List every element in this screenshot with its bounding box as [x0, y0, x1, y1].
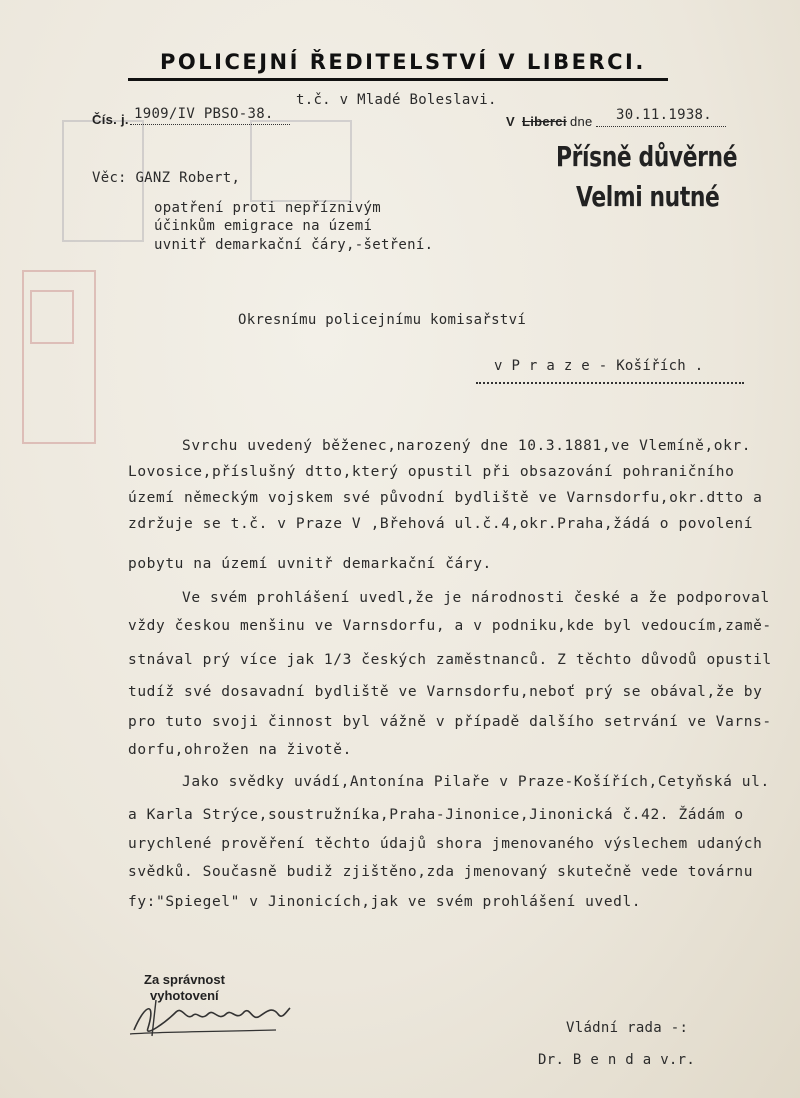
body-p2-line4: tudíž své dosavadní bydliště ve Varnsdorfu,neboť prý se obával,že by: [128, 684, 763, 700]
body-p1-line2: Lovosice,příslušný dtto,který opustil při obsazování pohraničního: [128, 464, 735, 480]
handwritten-signature: [126, 992, 296, 1042]
faint-office-stamp: [250, 120, 352, 202]
recipient-dotline: [476, 382, 744, 384]
red-registry-stamp-inner: [30, 290, 74, 344]
letterhead-rule: [128, 78, 668, 81]
signatory-title: Vládní rada -:: [566, 1020, 689, 1036]
location-note: t.č. v Mladé Boleslavi.: [296, 92, 497, 108]
subject-line4: uvnitř demarkační čáry,-šetření.: [154, 237, 434, 253]
subject-line2: opatření proti nepříznivým: [154, 200, 381, 216]
body-p2-line2: vždy českou menšinu ve Varnsdorfu, a v podniku,kde byl vedoucím,zamě-: [128, 618, 772, 634]
body-p2-line1: Ve svém prohlášení uvedl,že je národnosti české a že podporoval: [182, 590, 770, 606]
ref-label: Čís. j.: [92, 112, 129, 127]
place-crossed: Liberci: [522, 114, 567, 129]
date-dotline: [596, 126, 726, 127]
certification-line2: vyhotovení: [150, 988, 219, 1003]
body-p1-line5: pobytu na území uvnitř demarkační čáry.: [128, 556, 492, 572]
body-p1-line4: zdržuje se t.č. v Praze V ,Břehová ul.č.4,okr.Praha,žádá o povolení: [128, 516, 754, 532]
body-p1-line3: území německým vojskem své původní bydliště ve Varnsdorfu,okr.dtto a: [128, 490, 763, 506]
body-p3-line4: svědků. Současně budiž zjištěno,zda jmenovaný skutečně vede továrnu: [128, 864, 754, 880]
body-p3-line2: a Karla Strýce,soustružníka,Praha-Jinonice,Jinonická č.42. Žádám o: [128, 807, 744, 823]
date-value: 30.11.1938.: [616, 107, 713, 123]
subject-label: Věc: [92, 170, 119, 186]
subject-line1: : GANZ Robert,: [118, 170, 241, 186]
body-p2-line3: stnával prý více jak 1/3 českých zaměstnanců. Z těchto důvodů opustil: [128, 652, 772, 668]
subject-line3: účinkům emigrace na území: [154, 218, 373, 234]
ref-dotline: [130, 124, 290, 125]
recipient-line1: Okresnímu policejnímu komisařství: [238, 312, 527, 328]
certification-line1: Za správnost: [144, 972, 225, 987]
place-prefix: V: [506, 114, 515, 129]
confidential-stamp-line2: Velmi nutné: [576, 180, 720, 213]
body-p3-line3: urychlené prověření těchto údajů shora jmenovaného výslechem udaných: [128, 836, 763, 852]
body-p2-line6: dorfu,ohrožen na životě.: [128, 742, 352, 758]
body-p1-line1: Svrchu uvedený běženec,narozený dne 10.3.1881,ve Vlemíně,okr.: [182, 438, 752, 454]
date-label: dne: [570, 114, 593, 129]
ref-number: 1909/IV PBSO-38.: [134, 106, 274, 122]
letterhead-title: POLICEJNÍ ŘEDITELSTVÍ V LIBERCI.: [160, 50, 646, 74]
recipient-line2: v P r a z e - Košířích .: [494, 358, 704, 374]
body-p3-line1: Jako svědky uvádí,Antonína Pilaře v Praze-Košířích,Cetyňská ul.: [182, 774, 770, 790]
signatory-name: Dr. B e n d a v.r.: [538, 1052, 696, 1068]
confidential-stamp-line1: Přísně důvěrné: [556, 140, 738, 173]
body-p3-line5: fy:"Spiegel" v Jinonicích,jak ve svém prohlášení uvedl.: [128, 894, 642, 910]
body-p2-line5: pro tuto svoji činnost byl vážně v případě dalšího setrvání ve Varns-: [128, 714, 772, 730]
